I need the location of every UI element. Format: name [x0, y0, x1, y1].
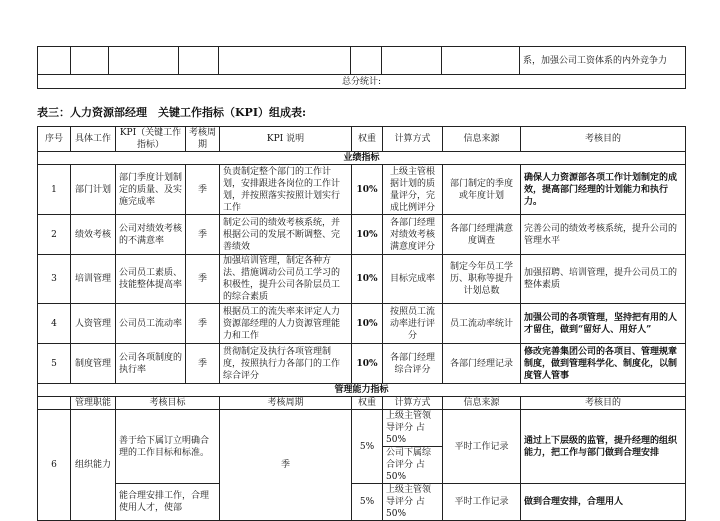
header-weight: 权重	[352, 127, 383, 152]
row-kpi: 公司各项制度的执行率	[116, 344, 186, 384]
row-cycle: 季	[186, 165, 220, 215]
header-work: 具体工作	[71, 127, 116, 152]
row-work: 部门计划	[71, 165, 116, 215]
row-source: 各部门经理记录	[443, 344, 521, 384]
row-desc: 贯彻制定及执行各项管理制度，按照执行力各部门的工作综合评分	[220, 344, 352, 384]
row-source: 各部门经理满意度调查	[443, 215, 521, 255]
row-goal: 加强招聘、培训管理，提升公司员工的整体素质	[521, 255, 686, 304]
row-no: 4	[38, 304, 71, 344]
table-caption: 表三：人力资源部经理 关键工作指标（KPI）组成表:	[37, 106, 307, 119]
row-no: 2	[38, 215, 71, 255]
mgmt-cycle: 季	[220, 410, 352, 521]
cell	[382, 47, 442, 75]
row-desc: 根据员工的流失率来评定人力资源部经理的人力资源管理能力和工作	[220, 304, 352, 344]
row-source: 部门制定的季度或年度计划	[443, 165, 521, 215]
mgmt-item: 组织能力	[71, 410, 116, 521]
kpi-table	[37, 126, 686, 521]
cell	[351, 47, 382, 75]
row-desc: 制定公司的绩效考核系统，并根据公司的发展不断调整、完善绩效	[220, 215, 352, 255]
mgmt-source: 平时工作记录	[443, 410, 521, 484]
row-weight: 10%	[352, 255, 383, 304]
row-goal: 完善公司的绩效考核系统，提升公司的管理水平	[521, 215, 686, 255]
row-work: 人资管理	[71, 304, 116, 344]
row-cycle: 季	[186, 215, 220, 255]
row-cycle: 季	[186, 304, 220, 344]
row-work: 制度管理	[71, 344, 116, 384]
row-goal: 加强公司的各项管理，坚持把有用的人才留住，做到“留好人、用好人”	[521, 304, 686, 344]
row-weight: 10%	[352, 344, 383, 384]
header-calc: 计算方式	[383, 127, 443, 152]
cell	[38, 397, 71, 410]
mgmt-weight: 5%	[352, 410, 383, 484]
row-calc: 按照员工流动率进行评分	[383, 304, 443, 344]
row-kpi: 公司对绩效考核的不满意率	[116, 215, 186, 255]
previous-table-tail	[37, 46, 686, 89]
table-row	[38, 165, 686, 215]
row-calc: 各部门经理对绩效考核满意度评分	[383, 215, 443, 255]
section-business: 业绩指标	[38, 152, 686, 165]
row-desc: 加强培训管理，制定各种方法、措施调动公司员工学习的积极性，提升公司各阶层员工的综合素质	[220, 255, 352, 304]
mgmt-no: 6	[38, 410, 71, 521]
row-cycle: 季	[186, 344, 220, 384]
table-row	[38, 304, 686, 344]
header-source: 信息来源	[443, 127, 521, 152]
row-work: 绩效考核	[71, 215, 116, 255]
header-kpi: KPI（关键工作指标）	[116, 127, 186, 152]
row-kpi: 部门季度计划制定的质量、及实施完成率	[116, 165, 186, 215]
row-kpi: 公司员工流动率	[116, 304, 186, 344]
row-no: 5	[38, 344, 71, 384]
cell	[109, 47, 179, 75]
row-calc: 各部门经理综合评分	[383, 344, 443, 384]
row-kpi: 公司员工素质、技能整体提高率	[116, 255, 186, 304]
table-row	[38, 255, 686, 304]
row-weight: 10%	[352, 165, 383, 215]
section-management: 管理能力指标	[38, 384, 686, 397]
table-row	[38, 344, 686, 384]
row-source: 制定今年员工学历、职称等提升计划总数	[443, 255, 521, 304]
row-desc: 负责制定整个部门的工作计划，安排跟进各岗位的工作计划，并按照落实按照计划实行工作	[220, 165, 352, 215]
row-goal: 确保人力资源部各项工作计划制定的成效，提高部门经理的计划能力和执行力。	[521, 165, 686, 215]
table-row	[38, 410, 686, 484]
mgmt-calc-line: 公司下属综合评分 占50%	[386, 448, 432, 482]
mgmt-header-weight: 权重	[352, 397, 383, 410]
row-goal: 修改完善集团公司的各项目、管理规章制度，做到管理科学化、制度化，以制度管人管事	[521, 344, 686, 384]
mgmt-header-item: 管理职能	[71, 397, 116, 410]
table-row	[38, 484, 686, 521]
header-no: 序号	[38, 127, 71, 152]
header-desc: KPI 说明	[220, 127, 352, 152]
mgmt-header-goal: 考核目的	[521, 397, 686, 410]
mgmt-target: 能合理安排工作，合理使用人才，使部	[116, 484, 220, 521]
mgmt-header-row	[38, 397, 686, 410]
row-no: 3	[38, 255, 71, 304]
mgmt-calc: 上级主管领导评分 占50%	[383, 484, 443, 521]
row-source: 员工流动率统计	[443, 304, 521, 344]
mgmt-target: 善于给下属订立明确合理的工作目标和标准。	[116, 410, 220, 484]
purpose-cell: 系，加强公司工资体系的内外竞争力	[520, 47, 686, 75]
header-cycle: 考核周期	[186, 127, 220, 152]
mgmt-calc	[383, 410, 443, 484]
cell	[38, 47, 71, 75]
row-work: 培训管理	[71, 255, 116, 304]
row-calc: 目标完成率	[383, 255, 443, 304]
mgmt-goal: 做到合理安排，合理用人	[521, 484, 686, 521]
row-cycle: 季	[186, 255, 220, 304]
cell	[179, 47, 219, 75]
header-row	[38, 127, 686, 152]
mgmt-header-cycle: 考核周期	[220, 397, 352, 410]
mgmt-source: 平时工作记录	[443, 484, 521, 521]
row-calc: 上级主管根据计划的质量评分，完成比例评分	[383, 165, 443, 215]
mgmt-header-target: 考核目标	[116, 397, 220, 410]
row-weight: 10%	[352, 304, 383, 344]
header-goal: 考核目的	[521, 127, 686, 152]
cell	[442, 47, 520, 75]
row-weight: 10%	[352, 215, 383, 255]
cell	[219, 47, 351, 75]
mgmt-calc-line: 上级主管领导评分 占50%	[383, 410, 442, 447]
row-no: 1	[38, 165, 71, 215]
table-row	[38, 215, 686, 255]
mgmt-weight: 5%	[352, 484, 383, 521]
total-score-label: 总分统计:	[38, 75, 686, 89]
mgmt-header-calc: 计算方式	[383, 397, 443, 410]
mgmt-header-source: 信息来源	[443, 397, 521, 410]
mgmt-goal: 通过上下层级的监管，提升经理的组织能力，把工作与部门做到合理安排	[521, 410, 686, 484]
cell	[71, 47, 109, 75]
